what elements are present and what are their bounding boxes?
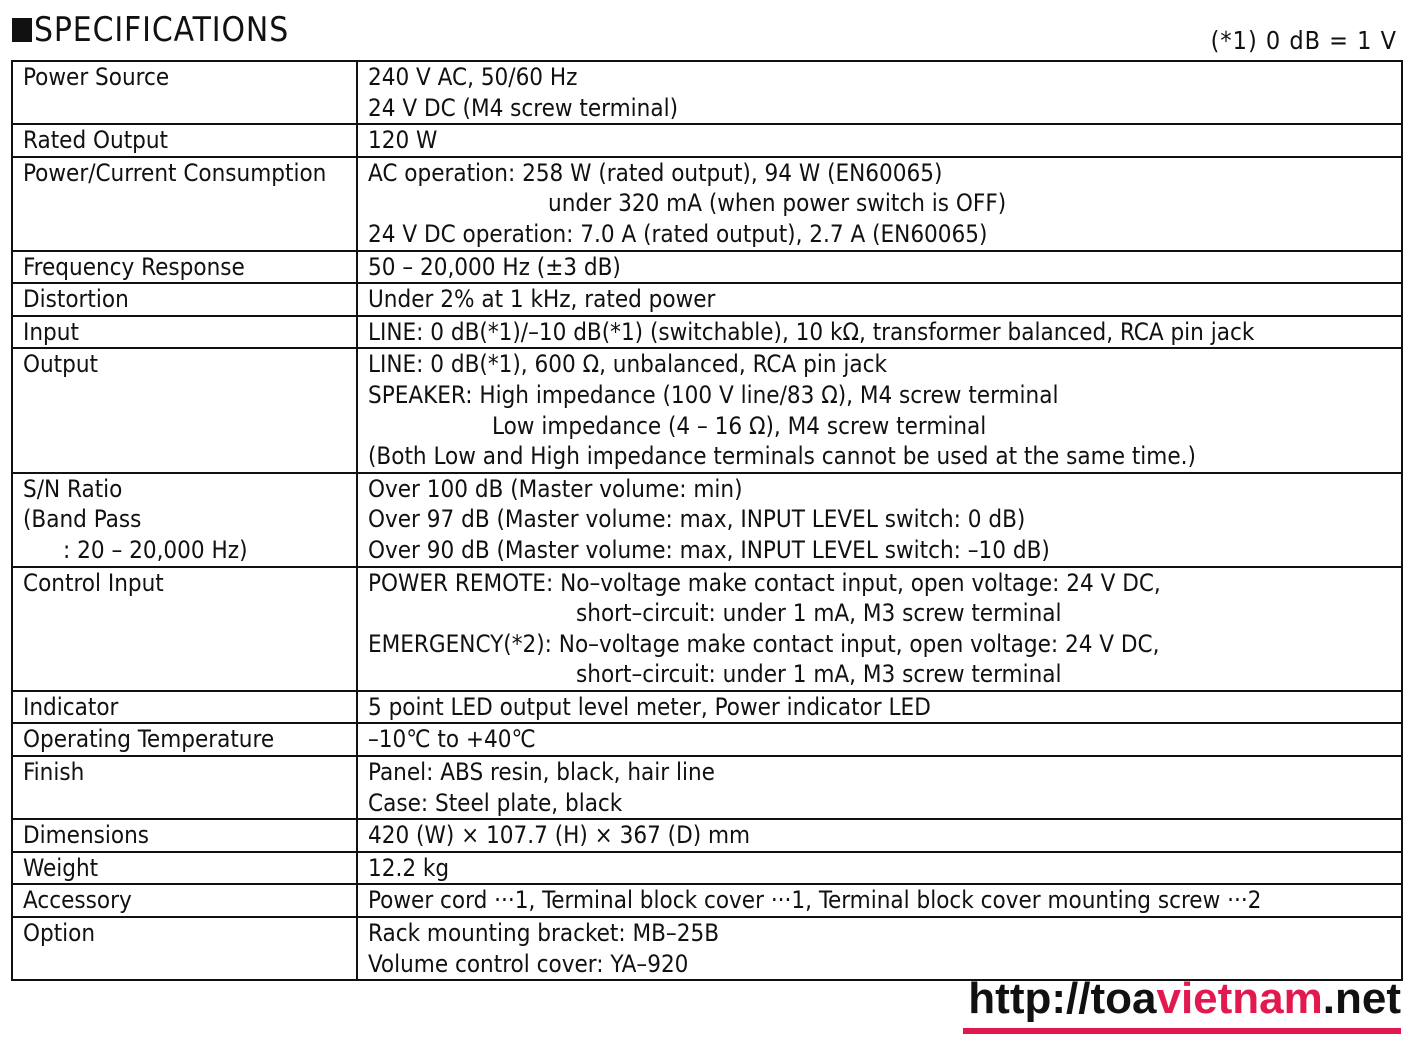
spec-value-line: 12.2 kg [368,853,450,882]
spec-label-cell [12,884,357,917]
heading-title: SPECIFICATIONS [34,10,290,50]
spec-label-cell [12,316,357,349]
spec-row [12,124,1402,157]
spec-label: Control Input [23,568,164,597]
spec-label: : 20 – 20,000 Hz) [63,535,248,564]
spec-value-line: 120 W [368,126,438,155]
spec-row [12,852,1402,885]
watermark [963,976,1401,1034]
section-heading [12,10,324,50]
spec-value-cell [357,917,1402,980]
spec-value-cell [357,251,1402,284]
spec-label: Weight [23,853,99,882]
spec-value-cell [357,348,1402,472]
spec-value-cell [357,61,1402,124]
spec-value-line: 50 – 20,000 Hz (±3 dB) [368,252,621,281]
spec-value-line: Rack mounting bracket: MB–25B [368,919,719,948]
watermark-suffix: .net [1322,974,1401,1023]
spec-label-cell [12,723,357,756]
spec-value-line: LINE: 0 dB(*1)/–10 dB(*1) (switchable), 10 kΩ, transformer balanced, RCA pin jack [368,317,1255,346]
spec-label-cell [12,917,357,980]
spec-value-line: Over 90 dB (Master volume: max, INPUT LEVEL switch: –10 dB) [368,535,1050,564]
footnote: (*1) 0 dB = 1 V [1210,26,1397,55]
spec-value-line: Volume control cover: YA–920 [368,949,689,978]
spec-row [12,283,1402,316]
spec-label-cell [12,61,357,124]
spec-label: Option [23,919,96,948]
watermark-underline [963,1028,1401,1034]
spec-value-line: Over 97 dB (Master volume: max, INPUT LEVEL switch: 0 dB) [368,505,1026,534]
spec-label-cell [12,819,357,852]
spec-label-cell [12,348,357,472]
spec-label: Frequency Response [23,252,245,281]
spec-value-cell [357,473,1402,567]
spec-row [12,723,1402,756]
spec-value-line: Low impedance (4 – 16 Ω), M4 screw terminal [492,411,987,440]
spec-row [12,884,1402,917]
spec-label-cell [12,251,357,284]
watermark-text [963,976,1401,1022]
spec-value-cell [357,691,1402,724]
spec-value-cell [357,756,1402,819]
spec-value-line: Power cord ···1, Terminal block cover ···1, Terminal block cover mounting screw ···2 [368,886,1262,915]
spec-value-cell [357,567,1402,691]
spec-value-line: 24 V DC operation: 7.0 A (rated output), 2.7 A (EN60065) [368,219,988,248]
spec-label: Operating Temperature [23,725,275,754]
watermark-prefix: http://toa [968,974,1157,1023]
spec-value-line: 420 (W) × 107.7 (H) × 367 (D) mm [368,821,751,850]
spec-value-cell [357,884,1402,917]
spec-table-body [12,61,1402,980]
spec-value-line: Case: Steel plate, black [368,788,623,817]
spec-value-cell [357,283,1402,316]
spec-value-line: POWER REMOTE: No–voltage make contact input, open voltage: 24 V DC, [368,568,1161,597]
spec-row [12,316,1402,349]
spec-row [12,251,1402,284]
watermark-accent: vietnam [1156,974,1323,1023]
spec-label: Power/Current Consumption [23,158,327,187]
spec-label: Accessory [23,886,132,915]
spec-value-line: SPEAKER: High impedance (100 V line/83 Ω), M4 screw terminal [368,380,1059,409]
spec-label-cell [12,756,357,819]
spec-label-cell [12,691,357,724]
spec-row [12,473,1402,567]
spec-value-line: short–circuit: under 1 mA, M3 screw terminal [576,599,1062,628]
spec-value-line: 240 V AC, 50/60 Hz [368,63,578,91]
spec-value-line: short–circuit: under 1 mA, M3 screw terminal [576,660,1062,689]
spec-value-cell [357,723,1402,756]
spec-label: Output [23,350,98,379]
spec-label: Dimensions [23,821,150,850]
spec-row [12,157,1402,251]
spec-row [12,348,1402,472]
spec-row [12,691,1402,724]
spec-label: Input [23,317,79,346]
spec-row [12,61,1402,124]
spec-label-cell [12,567,357,691]
spec-label: S/N Ratio [23,474,123,503]
spec-label: Distortion [23,285,129,314]
spec-label-cell [12,852,357,885]
spec-value-cell [357,316,1402,349]
spec-value-line: Panel: ABS resin, black, hair line [368,758,715,787]
spec-label: (Band Pass [23,505,142,534]
spec-value-line: LINE: 0 dB(*1), 600 Ω, unbalanced, RCA pin jack [368,350,887,379]
spec-label-cell [12,473,357,567]
spec-value-line: under 320 mA (when power switch is OFF) [548,189,1007,218]
spec-label-cell [12,157,357,251]
spec-label: Indicator [23,692,119,721]
spec-value-cell [357,124,1402,157]
spec-row [12,567,1402,691]
spec-value-line: (Both Low and High impedance terminals cannot be used at the same time.) [368,442,1196,471]
spec-value-line: Under 2% at 1 kHz, rated power [368,285,716,314]
spec-value-cell [357,157,1402,251]
spec-value-line: Over 100 dB (Master volume: min) [368,474,743,503]
spec-row [12,756,1402,819]
spec-label: Rated Output [23,126,169,155]
spec-label: Power Source [23,63,170,91]
spec-value-line: EMERGENCY(*2): No–voltage make contact input, open voltage: 24 V DC, [368,629,1160,658]
spec-label-cell [12,124,357,157]
spec-table [11,60,1403,981]
spec-row [12,819,1402,852]
spec-value-line: AC operation: 258 W (rated output), 94 W (EN60065) [368,158,943,187]
spec-label-cell [12,283,357,316]
spec-value-cell [357,852,1402,885]
spec-row [12,917,1402,980]
heading-square-icon [12,18,32,42]
spec-value-line: 24 V DC (M4 screw terminal) [368,93,679,122]
spec-label: Finish [23,758,85,787]
spec-value-line: –10℃ to +40℃ [368,725,536,754]
spec-value-line: 5 point LED output level meter, Power indicator LED [368,692,931,721]
spec-value-cell [357,819,1402,852]
